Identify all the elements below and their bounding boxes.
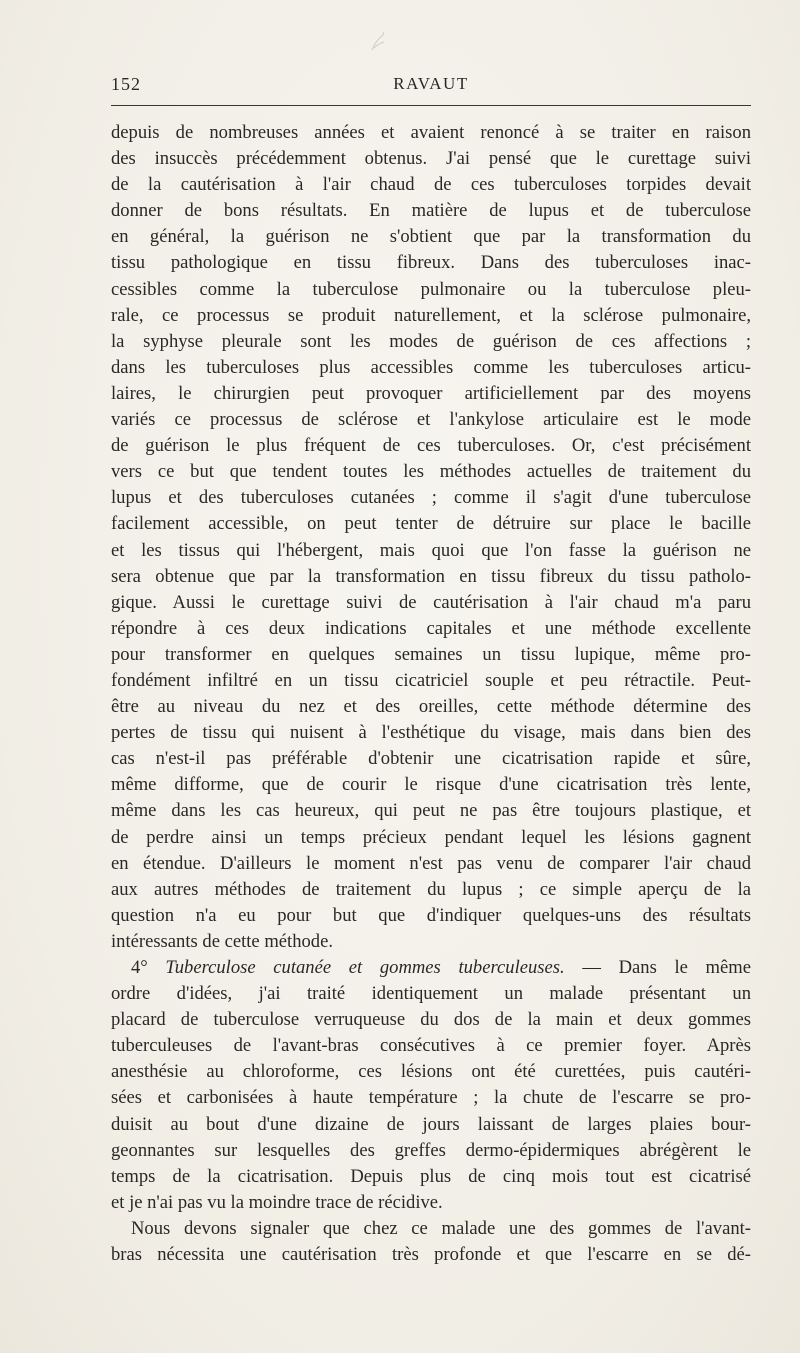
running-head: RAVAUT [393,74,469,93]
text-line: lupus et des tuberculoses cutanées ; comme il s'agit d'une tuberculose [111,487,751,509]
text-line: de perdre ainsi un temps précieux pendant lequel les lésions gagnent [111,826,751,848]
text-line: des insuccès précédemment obtenus. J'ai pensé que le curettage suivi [111,148,751,170]
text-line: la syphyse pleurale sont les modes de guérison de ces affections ; [111,330,751,352]
text-line: intéressants de cette méthode. [111,930,334,952]
text-line: facilement accessible, on peut tenter de détruire sur place le bacille [111,513,751,535]
text-line: temps de la cicatrisation. Depuis plus de cinq mois tout est cicatrisé [111,1165,751,1187]
text-line: tissu pathologique en tissu fibreux. Dans des tuberculoses inac- [111,252,751,274]
text-line: aux autres méthodes de traitement du lupus ; ce simple aperçu de la [111,878,751,900]
text-line: ordre d'idées, j'ai traité identiquement un malade présentant un [111,983,751,1005]
text-line: en général, la guérison ne s'obtient que par la transformation du [111,226,751,248]
text-line: Nous devons signaler que chez ce malade une des gommes de l'avant- [131,1217,751,1239]
text-line: pertes de tissu qui nuisent à l'esthétique du visage, mais dans bien des [111,722,751,744]
text-line: depuis de nombreuses années et avaient renoncé à se traiter en raison [111,122,751,143]
text-line: fondément infiltré en un tissu cicatriciel souple et peu rétractile. Peut- [111,669,751,691]
text-line: dans les tuberculoses plus accessibles comme les tuberculoses articu- [111,356,751,378]
text-line: sera obtenue que par la transformation en tissu fibreux du tissu patholo- [111,565,751,587]
text-line: gique. Aussi le curettage suivi de cautérisation à l'air chaud m'a paru [111,591,751,613]
text-line: et je n'ai pas vu la moindre trace de récidive. [111,1191,443,1213]
text-line: répondre à ces deux indications capitales et une méthode excellente [111,617,751,639]
ink-smudge-mark [368,30,388,54]
text-line: de guérison le plus fréquent de ces tuberculoses. Or, c'est précisément [111,435,751,457]
text-line: cessibles comme la tuberculose pulmonaire ou la tuberculose pleu- [111,278,751,300]
text-line: anesthésie au chloroforme, ces lésions ont été curettées, puis cautéri- [111,1061,751,1083]
text-line: duisit au bout d'une dizaine de jours laissant de larges plaies bour- [111,1113,751,1135]
section-title: Tuberculose cutanée et gommes tuberculeuses. [165,957,565,978]
text-line: bras nécessita une cautérisation très profonde et que l'escarre en se dé- [111,1244,751,1266]
text-line: même difforme, que de courir le risque d'une cicatrisation très lente, [111,774,751,796]
text-line: cas n'est-il pas préférable d'obtenir une cicatrisation rapide et sûre, [111,748,751,770]
text-line: donner de bons résultats. En matière de lupus et de tuberculose [111,200,751,222]
page-number: 152 [111,74,141,94]
section-heading-line [111,955,751,981]
text-line: vers ce but que tendent toutes les méthodes actuelles de traitement du [111,461,751,483]
text-line: tuberculeuses de l'avant-bras consécutives à ce premier foyer. Après [111,1035,751,1057]
section-lead-text: — Dans le même [564,957,751,978]
text-line: geonnantes sur lesquelles des greffes dermo-épidermiques abrégèrent le [111,1139,751,1161]
text-line: variés ce processus de sclérose et l'ankylose articulaire est le mode [111,409,751,431]
text-line: rale, ce processus se produit naturellement, et la sclérose pulmonaire, [111,304,751,326]
text-line: de la cautérisation à l'air chaud de ces tuberculoses torpides devait [111,174,751,196]
text-line: sées et carbonisées à haute température ; la chute de l'escarre se pro- [111,1087,751,1109]
text-line: laires, le chirurgien peut provoquer artificiellement par des moyens [111,382,751,404]
page-header [111,70,751,100]
text-line: question n'a eu pour but que d'indiquer quelques-uns des résultats [111,904,751,926]
text-line: placard de tuberculose verruqueuse du dos de la main et deux gommes [111,1009,751,1031]
text-line: même dans les cas heureux, qui peut ne pas être toujours plastique, et [111,800,751,822]
text-line: pour transformer en quelques semaines un tissu lupique, même pro- [111,643,751,665]
text-line: et les tissus qui l'hébergent, mais quoi que l'on fasse la guérison ne [111,539,751,561]
text-line: être au niveau du nez et des oreilles, cette méthode détermine des [111,696,751,718]
section-number: 4° [131,957,148,978]
text-line: en étendue. D'ailleurs le moment n'est pas venu de comparer l'air chaud [111,852,751,874]
header-rule [111,105,751,106]
body-text [111,120,751,1268]
